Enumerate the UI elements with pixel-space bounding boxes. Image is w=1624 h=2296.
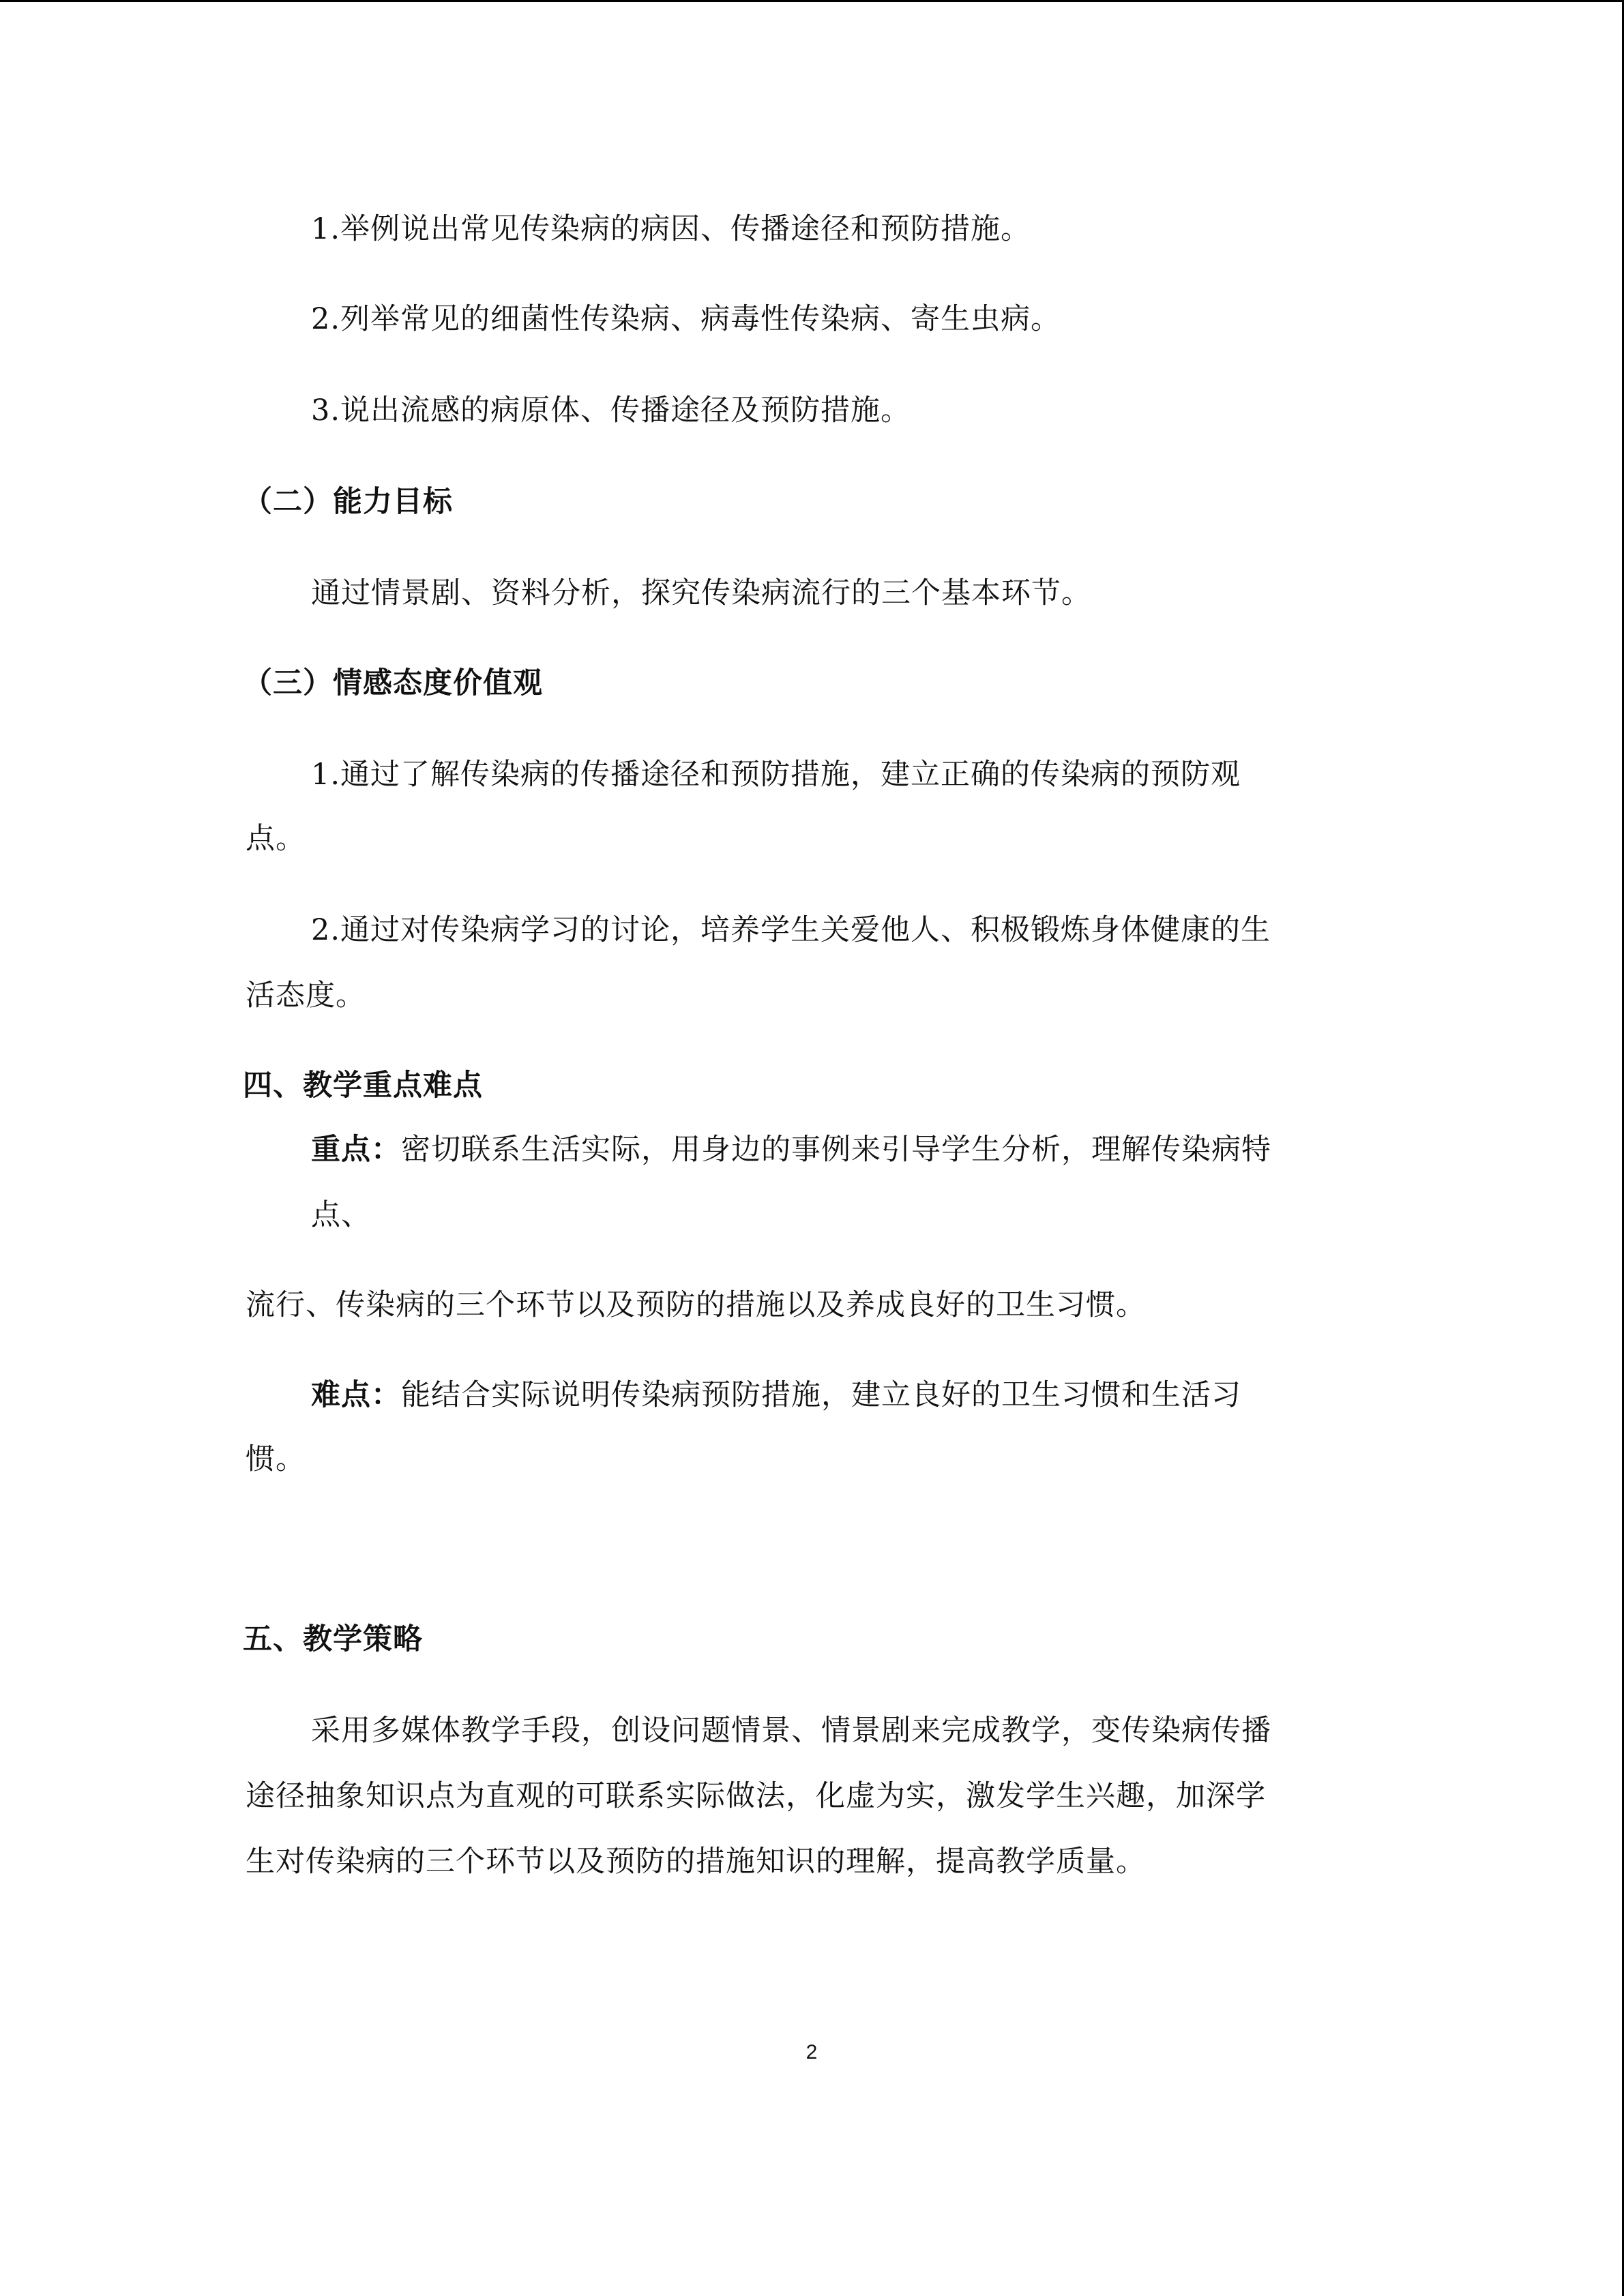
knowledge-goal-3: 3.说出流感的病原体、传播途径及预防措施。 <box>311 393 911 428</box>
strategy-line-2: 途径抽象知识点为直观的可联系实际做法，化虚为实，激发学生兴趣，加深学 <box>246 1779 1266 1813</box>
strategy-line-1: 采用多媒体教学手段，创设问题情景、情景剧来完成教学，变传染病传播 <box>311 1714 1271 1748</box>
focus-line-3: 流行、传染病的三个环节以及预防的措施以及养成良好的卫生习惯。 <box>246 1288 1146 1322</box>
ability-heading: （二）能力目标 <box>243 485 453 519</box>
emotion-item-2-line-2: 活态度。 <box>246 979 366 1013</box>
emotion-item-2-line-1: 2.通过对传染病学习的讨论，培养学生关爱他人、积极锻炼身体健康的生 <box>311 913 1271 947</box>
page-number: 2 <box>806 2041 818 2063</box>
strategy-line-3: 生对传染病的三个环节以及预防的措施知识的理解，提高教学质量。 <box>246 1845 1146 1879</box>
emotion-heading: （三）情感态度价值观 <box>243 666 543 700</box>
emotion-item-1-line-2: 点。 <box>246 822 306 856</box>
difficulty-line-2: 惯。 <box>246 1442 306 1476</box>
focus-text: 密切联系生活实际，用身边的事例来引导学生分析，理解传染病特 <box>401 1133 1271 1167</box>
knowledge-goal-2: 2.列举常见的细菌性传染病、病毒性传染病、寄生虫病。 <box>311 302 1061 336</box>
difficulty-label: 难点： <box>311 1378 401 1412</box>
difficulty-text: 能结合实际说明传染病预防措施，建立良好的卫生习惯和生活习 <box>401 1378 1241 1412</box>
page-border-top <box>0 0 1624 2</box>
focus-line-2: 点、 <box>311 1198 371 1232</box>
focus-label: 重点： <box>311 1133 401 1167</box>
difficulty-line-1 <box>311 1375 1241 1416</box>
focus-line-1 <box>311 1129 1271 1170</box>
key-points-heading: 四、教学重点难点 <box>243 1069 483 1103</box>
knowledge-goal-1: 1.举例说出常见传染病的病因、传播途径和预防措施。 <box>311 212 1031 246</box>
strategy-heading: 五、教学策略 <box>243 1622 423 1656</box>
ability-text: 通过情景剧、资料分析，探究传染病流行的三个基本环节。 <box>311 576 1091 610</box>
emotion-item-1-line-1: 1.通过了解传染病的传播途径和预防措施，建立正确的传染病的预防观 <box>311 758 1241 792</box>
